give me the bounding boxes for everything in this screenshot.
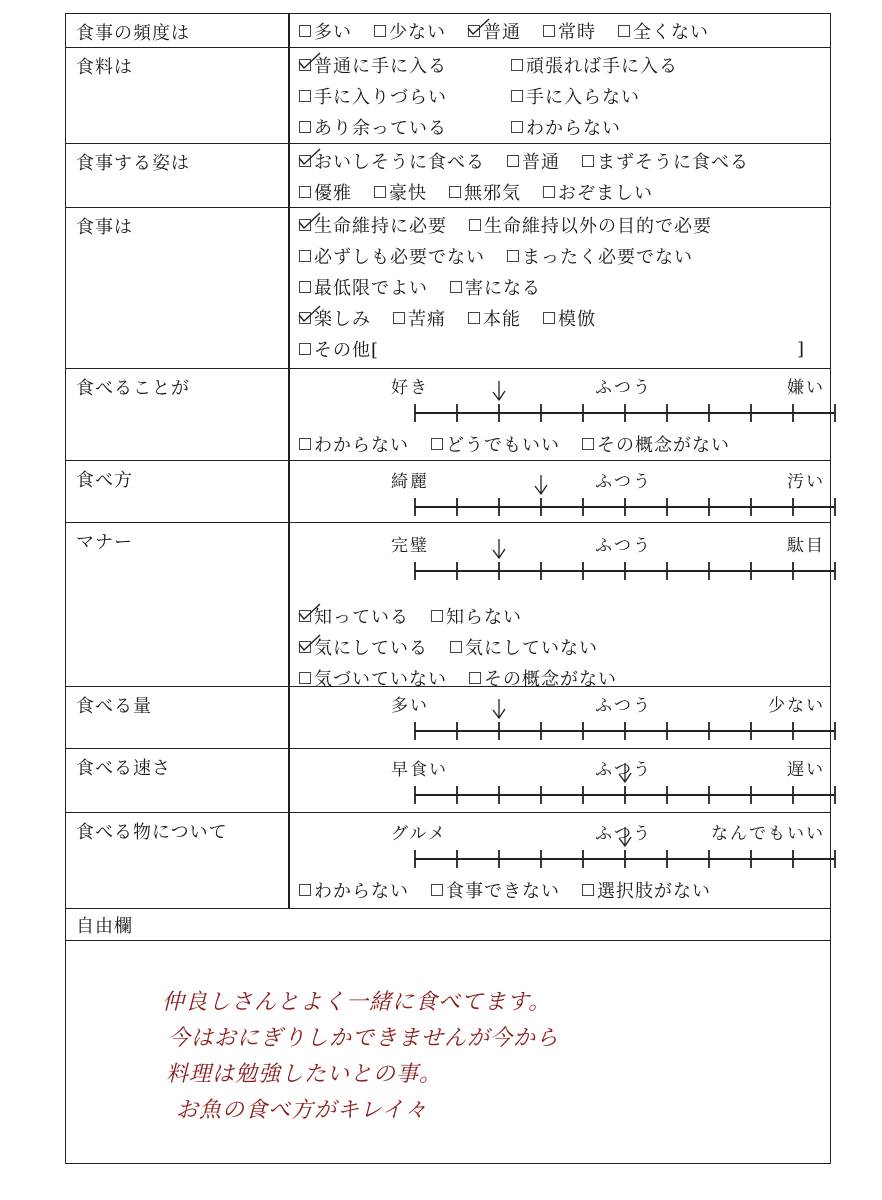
checkbox-label: 全くない: [633, 22, 709, 43]
checkbox-option[interactable]: [299, 431, 409, 457]
checkbox-label: 手に入りづらい: [314, 87, 447, 108]
checkbox[interactable]: [393, 312, 405, 324]
other-bracket-end: ]: [796, 338, 805, 360]
checkbox-label: 生命維持以外の目的で必要: [484, 216, 712, 237]
checkbox-option[interactable]: [468, 18, 521, 44]
checkbox-option[interactable]: [299, 114, 489, 140]
checkbox-checked[interactable]: [299, 641, 311, 653]
checkbox[interactable]: [431, 610, 443, 622]
checkbox-option[interactable]: [582, 877, 711, 903]
checkbox-option[interactable]: [431, 603, 522, 629]
checkbox-option[interactable]: [299, 603, 409, 629]
checkbox-label: わからない: [526, 118, 621, 139]
checkbox[interactable]: [468, 312, 480, 324]
selected-arrow-icon: [619, 763, 631, 782]
scale-mid-label: ふつう: [595, 536, 652, 556]
meal-purpose-options-4: [299, 303, 618, 333]
scale-left-label: 好き: [391, 378, 429, 398]
checkbox-label: 害になる: [465, 278, 541, 299]
checkbox-option[interactable]: [299, 877, 409, 903]
checkbox-label: 楽しみ: [314, 309, 371, 330]
checkbox[interactable]: [469, 672, 481, 684]
meal-purpose-options-1: [299, 210, 734, 240]
checkbox-label: 普通: [522, 152, 560, 173]
column-divider: [288, 369, 290, 461]
checkbox-label: あり余っている: [314, 118, 447, 139]
check-mark-icon: [296, 50, 322, 72]
check-mark-icon: [296, 303, 322, 325]
checkbox-label: まったく必要でない: [522, 247, 693, 268]
checkbox[interactable]: [374, 25, 386, 37]
checkbox-label: おぞましい: [558, 183, 653, 204]
checkbox[interactable]: [431, 884, 443, 896]
checkbox-option[interactable]: [299, 212, 447, 238]
meal-purpose-other: [299, 334, 819, 364]
speed-label: 食べる速さ: [76, 758, 171, 779]
scale-left-label: 早食い: [391, 760, 448, 780]
column-divider: [288, 208, 290, 369]
checkbox-option[interactable]: [299, 634, 428, 660]
check-mark-icon: [465, 16, 491, 38]
checkbox[interactable]: [582, 155, 594, 167]
checkbox-option[interactable]: [469, 212, 712, 238]
checkbox-checked[interactable]: [299, 155, 311, 167]
row-food-preference: [66, 813, 830, 909]
checkbox-label: 模倣: [558, 309, 596, 330]
checkbox-label: 豪快: [389, 183, 427, 204]
rating-scale: [299, 531, 859, 591]
amount-label: 食べる量: [76, 696, 152, 717]
checkbox[interactable]: [449, 186, 461, 198]
rating-scale: [299, 819, 859, 879]
check-mark-icon: [296, 632, 322, 654]
checkbox[interactable]: [374, 186, 386, 198]
checkbox-option[interactable]: [543, 18, 596, 44]
checkbox-label: 普通: [483, 22, 521, 43]
checkbox-option[interactable]: [449, 179, 521, 205]
checkbox-option[interactable]: [511, 114, 701, 140]
checkbox-option[interactable]: [299, 179, 352, 205]
meal-purpose-label: 食事は: [76, 217, 133, 238]
selected-arrow-icon: [493, 539, 505, 558]
checkbox-label: 生命維持に必要: [314, 216, 447, 237]
column-divider: [288, 14, 290, 48]
checkbox-label: どうでもいい: [446, 435, 560, 456]
ingredients-options-3: [299, 112, 723, 142]
checkbox[interactable]: [299, 281, 311, 293]
ingredients-options-2: [299, 81, 723, 111]
checkbox-label: おいしそうに食べる: [314, 152, 485, 173]
checkbox-label: 選択肢がない: [597, 881, 711, 902]
checkbox-checked[interactable]: [299, 610, 311, 622]
food-questionnaire-form: [65, 13, 831, 1164]
row-manners: [66, 523, 830, 690]
scale-left-label: 綺麗: [391, 472, 429, 492]
checkbox-label: 気づいていない: [314, 669, 447, 690]
frequency-options: [299, 16, 731, 46]
liking-extra-options: [299, 429, 752, 459]
column-divider: [288, 749, 290, 813]
checkbox[interactable]: [431, 438, 443, 450]
checkbox-label: わからない: [314, 435, 409, 456]
checkbox-option[interactable]: [543, 179, 653, 205]
checkbox[interactable]: [450, 281, 462, 293]
checkbox-label: 気にしていない: [465, 638, 598, 659]
checkbox-label: まずそうに食べる: [597, 152, 749, 173]
row-manner-of-eating: [66, 461, 830, 523]
checkbox-option[interactable]: [374, 18, 446, 44]
checkbox-checked[interactable]: [299, 59, 311, 71]
posture-options-2: [299, 177, 675, 207]
scale-mid-label: ふつう: [595, 760, 652, 780]
row-speed: [66, 749, 830, 813]
free-label: 自由欄: [76, 916, 133, 937]
checkbox[interactable]: [507, 250, 519, 262]
scale-left-label: グルメ: [391, 824, 447, 844]
checkbox-option[interactable]: [468, 305, 521, 331]
frequency-label: 食事の頻度は: [76, 23, 190, 44]
checkbox-label: 頑張れば手に入る: [526, 56, 678, 77]
selected-arrow-icon: [535, 475, 547, 494]
scale-mid-label: ふつう: [595, 472, 652, 492]
checkbox[interactable]: [511, 59, 523, 71]
food-preference-extra-options: [299, 875, 733, 905]
checkbox-option[interactable]: [450, 634, 598, 660]
checkbox-option[interactable]: [299, 148, 485, 174]
row-posture: [66, 144, 830, 208]
checkbox-label: 無邪気: [464, 183, 521, 204]
checkbox-checked[interactable]: [468, 25, 480, 37]
other-label: その他[: [314, 340, 380, 361]
food-preference-label: 食べる物について: [76, 822, 228, 843]
checkbox-label: 常時: [558, 22, 596, 43]
scale-mid-label: ふつう: [595, 824, 652, 844]
checkbox-option[interactable]: [299, 274, 428, 300]
checkbox-option[interactable]: [543, 305, 596, 331]
scale-right-label: 嫌い: [787, 378, 825, 398]
checkbox-label: 最低限でよい: [314, 278, 428, 299]
scale-mid-label: ふつう: [595, 696, 652, 716]
checkbox-label: その概念がない: [484, 669, 617, 690]
selected-arrow-icon: [493, 381, 505, 400]
checkbox[interactable]: [299, 90, 311, 102]
checkbox-option[interactable]: [299, 18, 352, 44]
scale-right-label: 汚い: [787, 472, 825, 492]
checkbox-label: わからない: [314, 881, 409, 902]
checkbox[interactable]: [507, 155, 519, 167]
check-mark-icon: [296, 601, 322, 623]
row-amount: [66, 687, 830, 749]
checkbox[interactable]: [582, 884, 594, 896]
checkbox-option[interactable]: [450, 274, 541, 300]
checkbox-label: 多い: [314, 22, 352, 43]
scale-mid-label: ふつう: [595, 378, 652, 398]
manner-of-eating-label: 食べ方: [76, 470, 133, 491]
checkbox[interactable]: [543, 186, 555, 198]
free-text-area[interactable]: [66, 941, 830, 1163]
manners-options-1: [299, 601, 544, 631]
column-divider: [288, 813, 290, 909]
checkbox-option[interactable]: [299, 52, 489, 78]
checkbox-option[interactable]: [582, 431, 730, 457]
checkbox[interactable]: [511, 121, 523, 133]
scale-left-label: 完璧: [391, 536, 429, 556]
checkbox-option[interactable]: [582, 148, 749, 174]
checkbox-label: 少ない: [389, 22, 446, 43]
selected-arrow-icon: [493, 699, 505, 718]
column-divider: [288, 144, 290, 208]
checkbox-option[interactable]: [299, 83, 489, 109]
checkbox-label: 苦痛: [408, 309, 446, 330]
checkbox-label: その概念がない: [597, 435, 730, 456]
rating-scale: [299, 373, 859, 433]
row-ingredients: [66, 48, 830, 144]
column-divider: [288, 461, 290, 523]
checkbox[interactable]: [511, 90, 523, 102]
checkbox-option[interactable]: [393, 305, 446, 331]
ingredients-options-1: [299, 50, 723, 80]
handwritten-line-4: お魚の食べ方がキレイ々: [176, 1098, 428, 1123]
checkbox[interactable]: [543, 312, 555, 324]
checkbox[interactable]: [299, 672, 311, 684]
checkbox-option[interactable]: [299, 305, 371, 331]
checkbox[interactable]: [299, 25, 311, 37]
checkbox-label: 普通に手に入る: [314, 56, 447, 77]
rating-scale: [299, 755, 859, 815]
checkbox[interactable]: [299, 186, 311, 198]
checkbox-option[interactable]: [507, 148, 560, 174]
scale-right-label: 遅い: [787, 760, 825, 780]
handwritten-line-3: 料理は勉強したいとの事。: [166, 1062, 443, 1087]
checkbox-label: 気にしている: [314, 638, 428, 659]
column-divider: [288, 48, 290, 144]
rating-scale: [299, 467, 859, 527]
checkbox-option[interactable]: [374, 179, 427, 205]
posture-label: 食事する姿は: [76, 153, 190, 174]
handwritten-line-2: 今はおにぎりしかできませんが今から: [168, 1026, 560, 1051]
meal-purpose-options-2: [299, 241, 715, 271]
checkbox-option[interactable]: [618, 18, 709, 44]
row-meal-purpose: [66, 208, 830, 369]
column-divider: [288, 687, 290, 749]
checkbox[interactable]: [299, 250, 311, 262]
meal-purpose-options-3: [299, 272, 563, 302]
manners-options-2: [299, 632, 620, 662]
checkbox[interactable]: [299, 438, 311, 450]
ingredients-label: 食料は: [76, 57, 133, 78]
scale-right-label: 駄目: [787, 536, 825, 556]
checkbox-option[interactable]: [299, 243, 485, 269]
checkbox[interactable]: [618, 25, 630, 37]
check-mark-icon: [296, 146, 322, 168]
check-mark-icon: [296, 210, 322, 232]
checkbox-label: 食事できない: [446, 881, 560, 902]
checkbox-label: 知っている: [314, 607, 409, 628]
checkbox-checked[interactable]: [299, 312, 311, 324]
manners-label: マナー: [76, 532, 133, 553]
checkbox-option[interactable]: [431, 877, 560, 903]
scale-right-label: 少ない: [768, 696, 825, 716]
row-liking: [66, 369, 830, 461]
scale-right-label: なんでもいい: [711, 824, 825, 844]
checkbox-label: 優雅: [314, 183, 352, 204]
checkbox-option[interactable]: [511, 83, 701, 109]
liking-label: 食べることが: [76, 378, 190, 399]
checkbox[interactable]: [543, 25, 555, 37]
row-free-header: [66, 909, 830, 941]
checkbox-label: 知らない: [446, 607, 522, 628]
checkbox-label: 手に入らない: [526, 87, 640, 108]
selected-arrow-icon: [619, 827, 631, 846]
checkbox-checked[interactable]: [299, 219, 311, 231]
checkbox-label: 必ずしも必要でない: [314, 247, 485, 268]
posture-options-1: [299, 146, 771, 176]
checkbox[interactable]: [299, 121, 311, 133]
scale-left-label: 多い: [391, 696, 429, 716]
rating-scale: [299, 691, 859, 751]
handwritten-line-1: 仲良しさんとよく一緒に食べてます。: [162, 990, 552, 1015]
checkbox[interactable]: [582, 438, 594, 450]
checkbox[interactable]: [299, 884, 311, 896]
row-frequency: [66, 14, 830, 48]
checkbox-label: 本能: [483, 309, 521, 330]
checkbox-option[interactable]: [431, 431, 560, 457]
checkbox-option[interactable]: [511, 52, 701, 78]
checkbox[interactable]: [469, 219, 481, 231]
checkbox-option[interactable]: [507, 243, 693, 269]
column-divider: [288, 523, 290, 687]
checkbox[interactable]: [299, 343, 311, 355]
checkbox[interactable]: [450, 641, 462, 653]
